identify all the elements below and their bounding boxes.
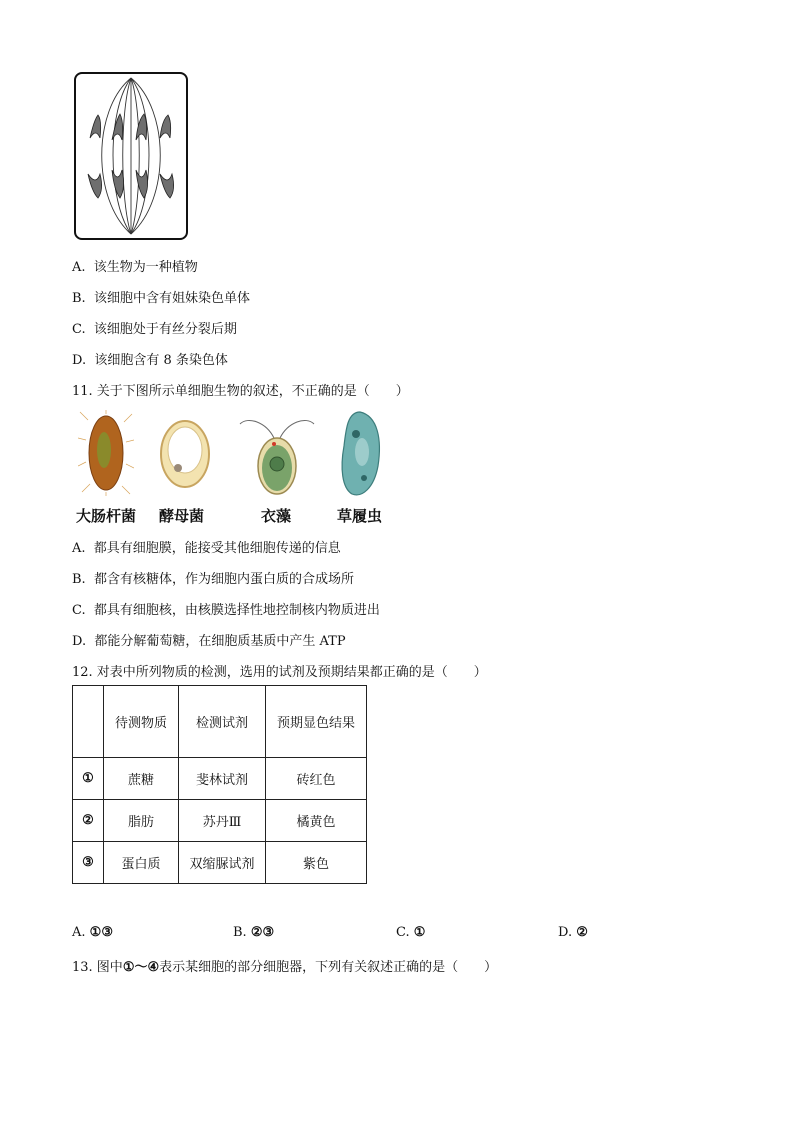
option-letter: A. [72, 541, 86, 556]
option-text: ②③ [250, 925, 275, 940]
table-cell: ② [73, 800, 104, 842]
option-text: 都含有核糖体，作为细胞内蛋白质的合成场所 [93, 572, 354, 587]
table-header: 预期显色结果 [266, 686, 367, 758]
option-text: 都能分解葡萄糖，在细胞质基质中产生 ATP [94, 634, 346, 649]
table-cell: 紫色 [266, 842, 367, 884]
table-cell: 双缩脲试剂 [179, 842, 266, 884]
option-text: 都具有细胞膜，能接受其他细胞传递的信息 [93, 541, 341, 556]
option-letter: C. [72, 603, 86, 618]
option-letter: C. [396, 925, 410, 940]
table-cell: 脂肪 [104, 800, 179, 842]
q10-option-d [72, 349, 228, 368]
table-row [73, 758, 367, 800]
cell-division-figure [72, 70, 190, 242]
option-text: 该细胞处于有丝分裂后期 [93, 322, 237, 337]
table-cell: ③ [73, 842, 104, 884]
option-text: ② [576, 925, 588, 940]
option-letter: B. [233, 925, 247, 940]
q12-option-b [233, 925, 274, 940]
q10-option-b [72, 287, 250, 306]
q12-option-d [558, 925, 588, 940]
option-letter: C. [72, 322, 86, 337]
organism-label-yeast: 酵母菌 [159, 507, 205, 525]
table-header: 检测试剂 [179, 686, 266, 758]
option-text: 该生物为一种植物 [93, 260, 198, 275]
option-letter: B. [72, 291, 86, 306]
option-text: 该细胞中含有姐妹染色单体 [93, 291, 250, 306]
table-cell: 苏丹Ⅲ [179, 800, 266, 842]
option-letter: D. [72, 353, 87, 368]
option-text: ① [413, 925, 426, 940]
table-header-row [73, 686, 367, 758]
option-letter: A. [72, 925, 86, 940]
yeast-image [158, 418, 212, 490]
q10-option-c [72, 318, 237, 337]
organism-label-chlamydomonas: 衣藻 [261, 507, 292, 525]
option-letter: D. [72, 634, 87, 649]
q12-option-c [396, 925, 425, 940]
table-cell: 蛋白质 [104, 842, 179, 884]
chlamydomonas-image [236, 410, 318, 496]
q13-stem-prefix: 13. 图中 [72, 960, 123, 975]
paramecium-image [338, 410, 384, 498]
table-row [73, 842, 367, 884]
option-text: 该细胞含有 8 条染色体 [94, 353, 228, 368]
q12-option-a [72, 925, 113, 940]
organism-label-ecoli: 大肠杆菌 [76, 507, 137, 525]
q12-stem: 12. 对表中所列物质的检测，选用的试剂及预期结果都正确的是（ ） [72, 665, 487, 680]
q11-option-b [72, 568, 354, 587]
q10-option-a [72, 256, 198, 275]
option-letter: A. [72, 260, 86, 275]
q13-stem-range: ①～④ [122, 960, 160, 975]
option-text: 都具有细胞核，由核膜选择性地控制核内物质进出 [93, 603, 380, 618]
q11-stem: 11. 关于下图所示单细胞生物的叙述，不正确的是（ ） [72, 384, 409, 399]
option-letter: B. [72, 572, 86, 587]
table-cell: 砖红色 [266, 758, 367, 800]
table-header: 待测物质 [104, 686, 179, 758]
table-cell: 橘黄色 [266, 800, 367, 842]
table-row [73, 800, 367, 842]
organism-label-paramecium: 草履虫 [337, 507, 383, 525]
ecoli-image [78, 410, 134, 496]
option-text: ①③ [89, 925, 113, 940]
q11-option-a [72, 537, 341, 556]
table-cell: 斐林试剂 [179, 758, 266, 800]
q11-option-c [72, 599, 380, 618]
q13-stem [72, 956, 497, 975]
q13-stem-suffix: 表示某细胞的部分细胞器，下列有关叙述正确的是（ ） [159, 960, 498, 975]
table-header [73, 686, 104, 758]
option-letter: D. [558, 925, 573, 940]
table-cell: 蔗糖 [104, 758, 179, 800]
reagent-table [72, 685, 367, 884]
q11-option-d [72, 630, 346, 649]
table-cell: ① [73, 758, 104, 800]
